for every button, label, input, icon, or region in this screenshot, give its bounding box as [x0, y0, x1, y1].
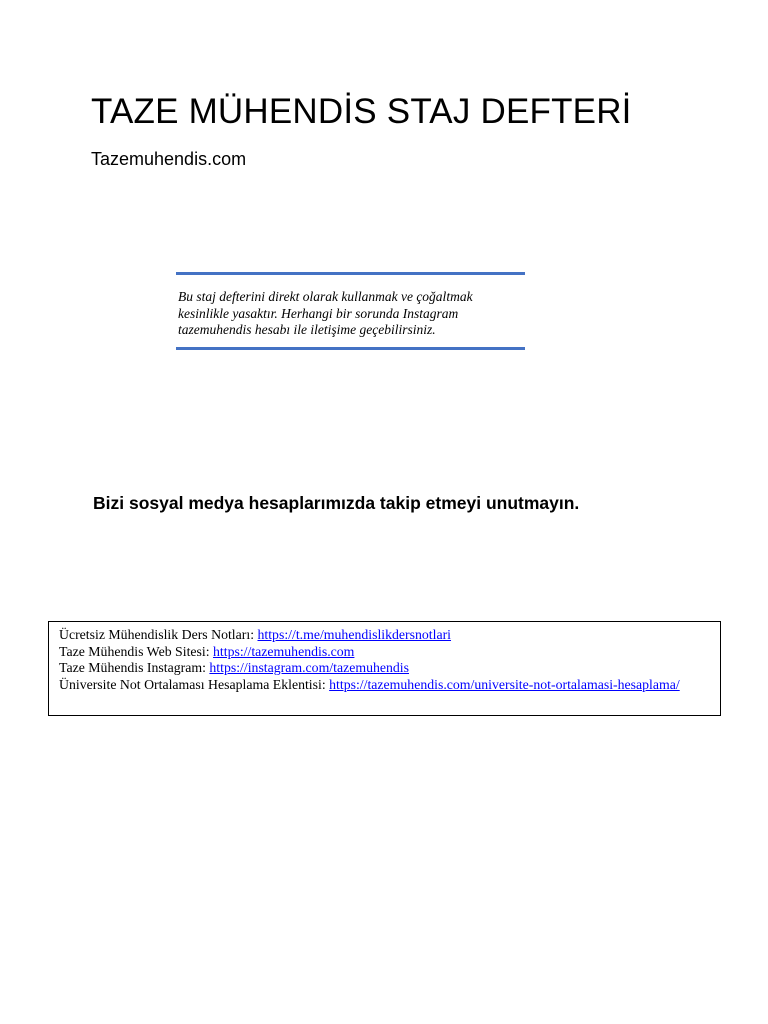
- follow-heading: Bizi sosyal medya hesaplarımızda takip etmeyi unutmayın.: [93, 493, 580, 513]
- link-instagram[interactable]: https://instagram.com/tazemuhendis: [209, 660, 410, 675]
- link-label: Ücretsiz Mühendislik Ders Notları:: [59, 627, 258, 642]
- link-row-ders-notlari: [59, 627, 710, 644]
- page-title: TAZE MÜHENDİS STAJ DEFTERİ: [91, 92, 632, 131]
- notice-box: [176, 272, 525, 350]
- link-label: Üniversite Not Ortalaması Hesaplama Eklentisi:: [59, 676, 330, 692]
- link-not-ortalamasi[interactable]: https://tazemuhendis.com/universite-not-ortalamasi-hesaplama/: [329, 676, 680, 692]
- link-row-web-sitesi: [59, 644, 710, 661]
- link-web-sitesi[interactable]: https://tazemuhendis.com: [213, 643, 355, 659]
- link-row-not-ortalamasi: [59, 677, 710, 694]
- links-box: [48, 621, 721, 716]
- link-label: Taze Mühendis Instagram:: [59, 660, 210, 675]
- notice-text: Bu staj defterini direkt olarak kullanmak ve çoğaltmak kesinlikle yasaktır. Herhangi bir sorunda Instagram tazemuhendis hesabı ile iletişime geçebilirsiniz.: [178, 289, 473, 337]
- link-row-instagram: [59, 660, 710, 677]
- link-label: Taze Mühendis Web Sitesi:: [59, 643, 214, 659]
- link-ders-notlari[interactable]: https://t.me/muhendislikdersnotlari: [257, 627, 452, 642]
- page-subtitle: Tazemuhendis.com: [91, 149, 247, 169]
